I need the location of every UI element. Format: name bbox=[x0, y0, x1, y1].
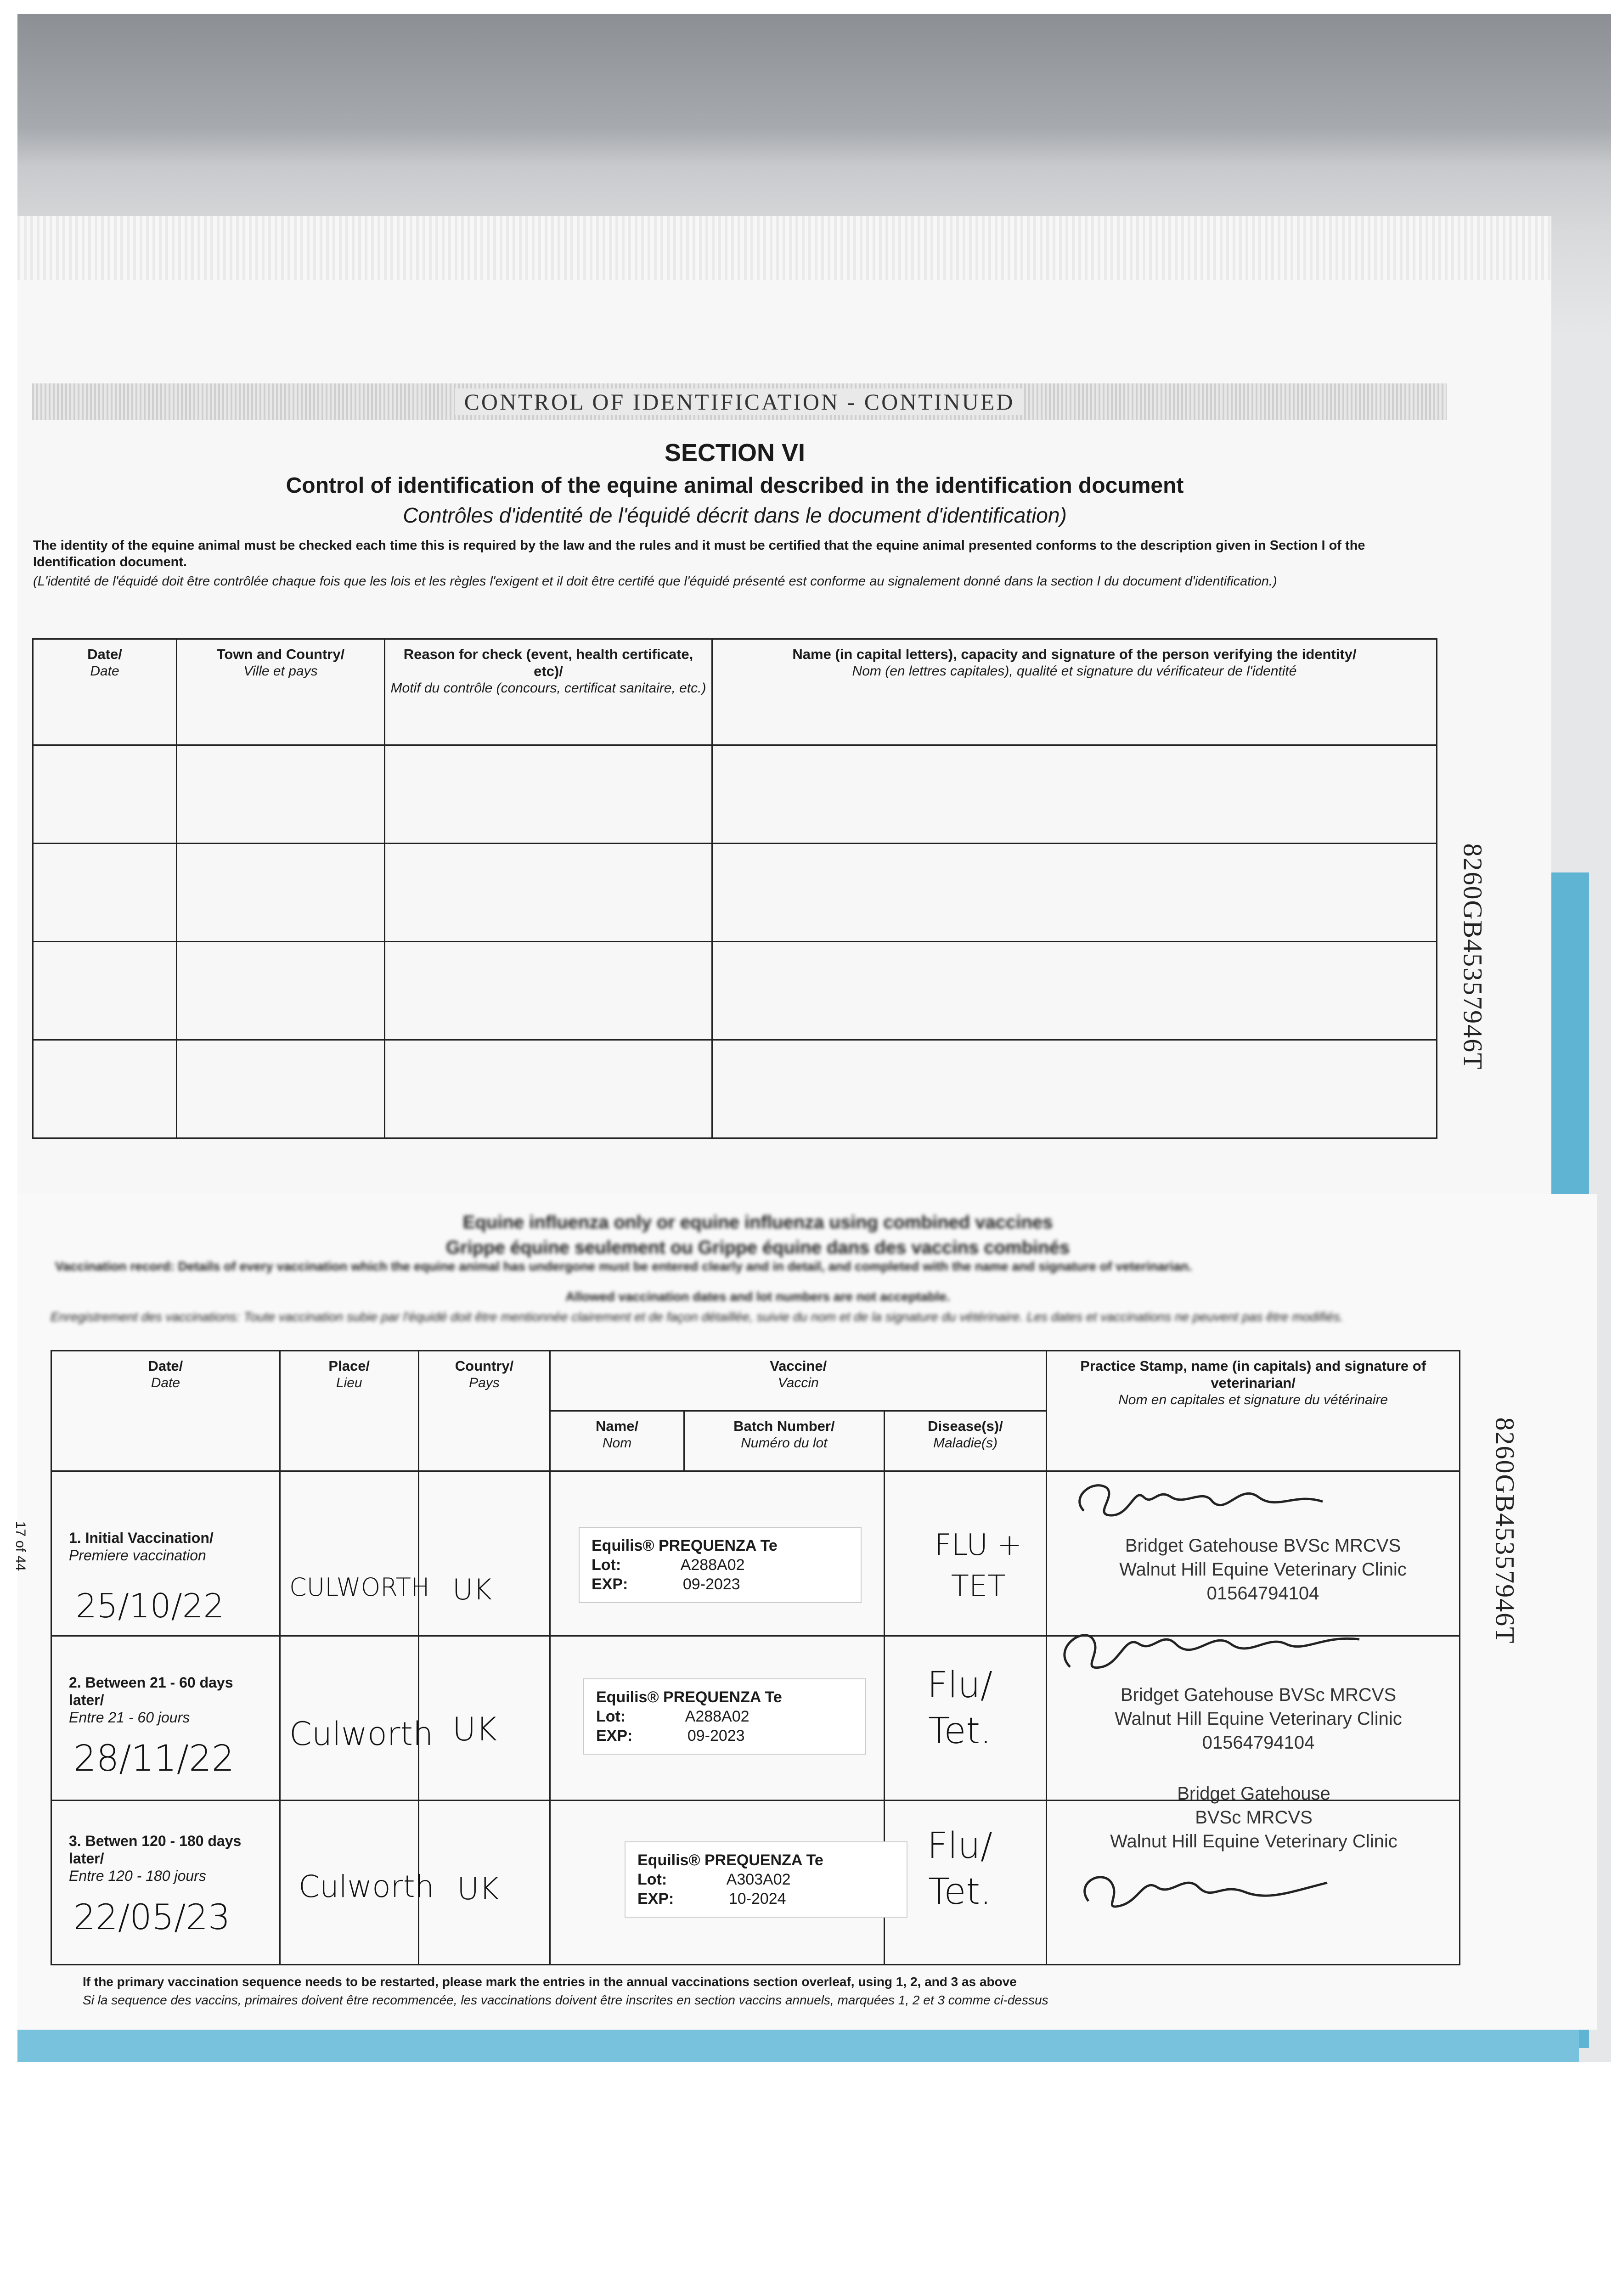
row-1-date-value: 25/10/22 bbox=[76, 1587, 225, 1625]
row-1-signature bbox=[1065, 1469, 1359, 1534]
blurred-intro-2: Allowed vaccination dates and lot numbers are not acceptable. bbox=[565, 1289, 950, 1304]
section-banner bbox=[32, 383, 1447, 420]
row-1-disease: FLU + TET bbox=[934, 1528, 1022, 1604]
table-cell bbox=[33, 941, 177, 1040]
row-2-place: Culworth bbox=[289, 1715, 434, 1753]
footnote-fr: Si la sequence des vaccins, primaires doivent être recommencée, les vaccinations doivent être inscrites en section vaccins annuels, marquées 1, 2 et 3 comme ci-dessus bbox=[83, 1993, 1048, 2007]
row-1-vaccine-label: Equilis® PREQUENZA Te Lot: A288A02 EXP: 09-2023 bbox=[579, 1527, 862, 1603]
table-cell bbox=[385, 843, 712, 941]
table-cell bbox=[280, 1471, 418, 1636]
row-2-lot: A288A02 bbox=[685, 1708, 750, 1725]
row-3-place: Culworth bbox=[299, 1869, 434, 1904]
row-3-disease: Flu/ Tet. bbox=[927, 1825, 993, 1913]
section-heading: SECTION VI bbox=[664, 439, 806, 467]
row-1-place: CULWORTH bbox=[289, 1573, 430, 1602]
row-2-vaccine-label: Equilis® PREQUENZA Te Lot: A288A02 EXP: 09-2023 bbox=[583, 1678, 866, 1755]
col-verifier: Name (in capital letters), capacity and signature of the person verifying the identity/ Nom (en lettres capitales), qualité et signature du vérificateur de l'identité bbox=[712, 639, 1437, 745]
table-cell bbox=[418, 1471, 550, 1636]
blurred-title: Equine influenza only or equine influenza using combined vaccines bbox=[462, 1212, 1053, 1232]
table-cell bbox=[177, 745, 385, 843]
col-batch: Batch Number/ Numéro du lot bbox=[684, 1411, 884, 1471]
col-vet-stamp: Practice Stamp, name (in capitals) and signature of veterinarian/ Nom en capitales et signature du vétérinaire bbox=[1047, 1351, 1460, 1471]
blurred-intro: Vaccination record: Details of every vaccination which the equine animal has undergone must be entered clearly and in detail, and completed with the name and signature of veterinarian. bbox=[55, 1259, 1192, 1273]
passport-number-lower: 8260GB45357946T bbox=[1490, 1417, 1520, 1644]
table-cell bbox=[712, 1040, 1437, 1138]
col-reason: Reason for check (event, health certificate, etc)/ Motif du contrôle (concours, certificat sanitaire, etc.) bbox=[385, 639, 712, 745]
table-cell bbox=[33, 1040, 177, 1138]
row-2-date-value: 28/11/22 bbox=[73, 1738, 235, 1779]
row-2-label: 2. Between 21 - 60 days later/ Entre 21 - 60 jours bbox=[69, 1674, 233, 1726]
row-3-lot: A303A02 bbox=[726, 1871, 791, 1888]
table-cell bbox=[33, 745, 177, 843]
section-title-fr: Contrôles d'identité de l'équidé décrit dans le document d'identification) bbox=[403, 503, 1067, 527]
identification-table bbox=[32, 638, 1437, 1139]
col-vaccine-name: Name/ Nom bbox=[550, 1411, 684, 1471]
table-cell bbox=[177, 1040, 385, 1138]
row-1-label: 1. Initial Vaccination/ Premiere vaccination bbox=[69, 1530, 214, 1564]
row-2-exp: 09-2023 bbox=[687, 1727, 745, 1745]
row-3-date-value: 22/05/23 bbox=[73, 1896, 231, 1937]
col-vaccine: Vaccine/ Vaccin bbox=[550, 1351, 1047, 1411]
intro-fr: (L'identité de l'équidé doit être contrôlée chaque fois que les lois et les règles l'exigent et il doit être certifé que l'équidé présenté est conforme au signalement donné dans la section I du document d'identification.) bbox=[33, 574, 1277, 589]
col-disease: Disease(s)/ Maladie(s) bbox=[884, 1411, 1046, 1471]
row-3-vaccine: Equilis® PREQUENZA Te bbox=[637, 1851, 823, 1869]
table-cell bbox=[177, 843, 385, 941]
col-town: Town and Country/ Ville et pays bbox=[177, 639, 385, 745]
table-cell bbox=[712, 843, 1437, 941]
table-cell bbox=[712, 941, 1437, 1040]
col-place: Place/ Lieu bbox=[280, 1351, 418, 1471]
row-3-label: 3. Betwen 120 - 180 days later/ Entre 120 - 180 jours bbox=[69, 1833, 242, 1884]
table-cell bbox=[33, 843, 177, 941]
row-2-vaccine: Equilis® PREQUENZA Te bbox=[596, 1688, 782, 1706]
table-cell bbox=[385, 745, 712, 843]
row-2-country: UK bbox=[452, 1711, 497, 1748]
col-vacc-date: Date/ Date bbox=[51, 1351, 280, 1471]
blurred-intro-fr: Enregistrement des vaccinations: Toute vaccination subie par l'équidé doit être mentionnée clairement et de façon détaillée, suivie du nom et de la signature du vétérinaire. Les dates et vaccinations ne peuvent pas être modifiés. bbox=[51, 1310, 1344, 1324]
row-1-vet-stamp: Bridget Gatehouse BVSc MRCVS Walnut Hill Equine Veterinary Clinic 01564794104 bbox=[1119, 1536, 1407, 1604]
row-1-country: UK bbox=[452, 1573, 492, 1606]
table-cell bbox=[385, 941, 712, 1040]
row-1-lot: A288A02 bbox=[680, 1556, 745, 1574]
row-3-vet-stamp: Bridget Gatehouse BVSc MRCVS Walnut Hill Equine Veterinary Clinic bbox=[1110, 1784, 1398, 1851]
col-date: Date/ Date bbox=[33, 639, 177, 745]
table-cell bbox=[177, 941, 385, 1040]
dot-pattern bbox=[17, 216, 1551, 280]
row-1-exp: 09-2023 bbox=[682, 1576, 740, 1593]
banner-text: CONTROL OF IDENTIFICATION - CONTINUED bbox=[455, 388, 1024, 415]
page-number: 17 of 44 bbox=[13, 1521, 28, 1571]
table-cell bbox=[712, 745, 1437, 843]
row-2-signature bbox=[1047, 1616, 1378, 1685]
footnote-en: If the primary vaccination sequence needs to be restarted, please mark the entries in the annual vaccinations section overleaf, using 1, 2, and 3 as above bbox=[83, 1975, 1017, 1989]
intro-en: The identity of the equine animal must be checked each time this is required by the law and the rules and it must be certified that the equine animal presented conforms to the description given in Section I of the Identification document. bbox=[33, 538, 1365, 569]
section-title: Control of identification of the equine animal described in the identification document bbox=[286, 473, 1184, 498]
passport-number-upper: 8260GB45357946T bbox=[1458, 843, 1488, 1070]
row-3-signature bbox=[1070, 1855, 1346, 1919]
row-2-vet-stamp: Bridget Gatehouse BVSc MRCVS Walnut Hill Equine Veterinary Clinic 01564794104 bbox=[1115, 1685, 1402, 1753]
row-3-vaccine-label: Equilis® PREQUENZA Te Lot: A303A02 EXP: 10-2024 bbox=[625, 1841, 907, 1918]
blurred-title-fr: Grippe équine seulement ou Grippe équine dans des vaccins combinés bbox=[445, 1238, 1070, 1258]
col-country: Country/ Pays bbox=[418, 1351, 550, 1471]
table-cell bbox=[385, 1040, 712, 1138]
row-3-exp: 10-2024 bbox=[728, 1890, 786, 1908]
row-1-vaccine: Equilis® PREQUENZA Te bbox=[592, 1537, 778, 1554]
row-2-disease: Flu/ Tet. bbox=[927, 1665, 993, 1752]
row-3-country: UK bbox=[457, 1871, 499, 1907]
